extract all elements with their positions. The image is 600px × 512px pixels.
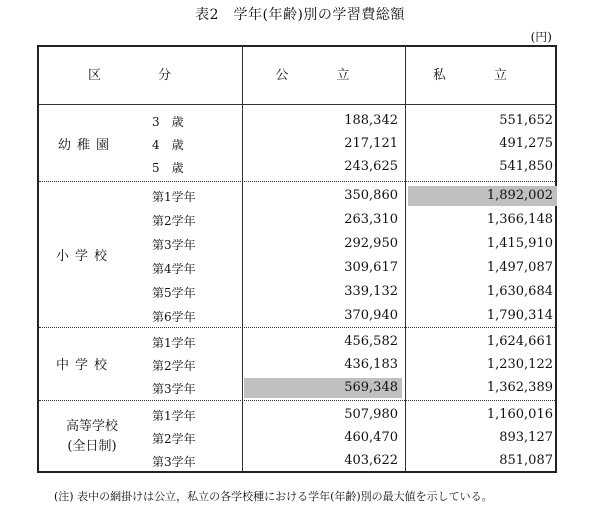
row-label: 第2学年 [152,214,196,228]
private-value: 1,630,684 [486,284,553,299]
private-value: 541,850 [499,159,553,174]
group-label-junior-high: 中学校 [56,358,114,373]
private-value: 1,415,910 [486,236,553,251]
private-value: 1,366,148 [486,212,553,227]
private-value: 1,497,087 [486,260,553,275]
unit-label: (円) [530,30,552,44]
row-label: 第3学年 [152,455,196,469]
row-label: 第1学年 [152,409,196,423]
group-divider-1 [39,181,555,182]
public-value: 460,470 [344,430,398,445]
table-row [39,132,555,155]
public-value: 292,950 [344,236,398,251]
row-label: 第4学年 [152,262,196,276]
header-public: 公 立 [275,68,372,83]
table-row [39,304,555,327]
group-label-kindergarten: 幼稚園 [58,138,116,153]
group-label-high-school-line1: 高等学校 [65,419,118,434]
row-label: 5 歳 [152,161,184,175]
table-row [39,155,555,178]
public-value: 456,582 [344,334,398,349]
public-value: 350,860 [344,188,398,203]
row-label: 第2学年 [152,359,196,373]
table-row [39,426,555,449]
row-label: 第1学年 [152,190,196,204]
public-value: 263,310 [344,212,398,227]
public-value-max: 569,348 [244,378,402,398]
public-value: 403,622 [344,453,398,468]
header-divider [39,104,555,105]
private-value-max: 1,892,002 [408,186,557,206]
private-value: 1,790,314 [486,308,553,323]
table-row [39,376,555,399]
public-value: 339,132 [344,284,398,299]
row-label: 3 歳 [152,115,184,129]
private-value: 491,275 [499,136,553,151]
public-value: 507,980 [344,407,398,422]
public-value: 436,183 [344,357,398,372]
header-private: 私 立 [432,68,530,83]
table-note: (注) 表中の網掛けは公立，私立の各学校種における学年(年齢)別の最大値を示している。 [54,490,493,503]
private-value: 1,230,122 [486,357,553,372]
group-label-elementary: 小学校 [56,249,114,264]
private-value: 1,160,016 [486,407,553,422]
table-row [39,232,555,255]
table-title: 表2 学年(年齢)別の学習費総額 [195,7,405,23]
public-value: 309,617 [344,260,398,275]
group-divider-3 [39,400,555,401]
row-label: 第2学年 [152,432,196,446]
private-value: 893,127 [499,430,553,445]
private-value: 1,624,661 [486,334,553,349]
row-label: 第1学年 [152,336,196,350]
table-row [39,109,555,132]
public-value: 243,625 [344,159,398,174]
header-category: 区 分 [87,68,193,83]
public-value: 370,940 [344,308,398,323]
table-row [39,280,555,303]
row-label: 第3学年 [152,238,196,252]
public-value: 188,342 [344,113,398,128]
table-row [39,449,555,472]
group-label-high-school-line2: (全日制) [67,439,117,454]
row-label: 第5学年 [152,286,196,300]
table-row [39,403,555,426]
private-value: 851,087 [499,453,553,468]
private-value: 551,652 [499,113,553,128]
table-row [39,208,555,231]
public-value: 217,121 [344,136,398,151]
private-value: 1,362,389 [486,380,553,395]
expense-table [37,45,557,473]
table-row [39,256,555,279]
row-label: 4 歳 [152,138,184,152]
table-row [39,330,555,353]
table-row [39,184,555,207]
row-label: 第6学年 [152,310,196,324]
group-divider-2 [39,327,555,328]
row-label: 第3学年 [152,382,196,396]
table-row [39,353,555,376]
